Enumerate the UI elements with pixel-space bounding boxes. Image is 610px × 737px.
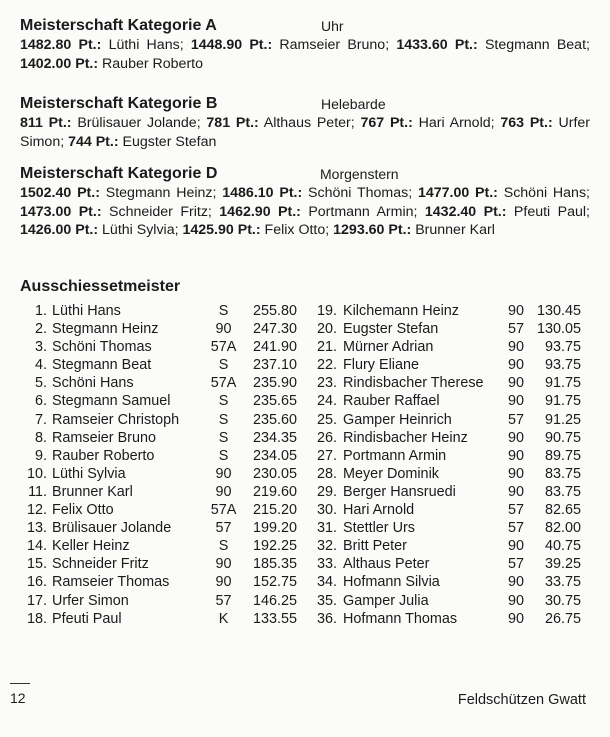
name-cell: Urfer Simon: [52, 592, 129, 609]
name-cell: Rauber Roberto: [52, 447, 155, 464]
rank-cell: 9.: [34, 447, 47, 464]
category-cell: 90: [507, 574, 524, 591]
table-row: [20, 610, 297, 628]
rank-cell: 13.: [26, 520, 47, 537]
rank-cell: 35.: [316, 592, 337, 609]
name-cell: Mürner Adrian: [343, 339, 434, 356]
category-cell: 90: [507, 339, 524, 356]
name-cell: Lüthi Hans: [52, 303, 121, 319]
category-cell: 90: [507, 610, 524, 627]
rank-cell: 12.: [26, 502, 47, 519]
rank-cell: 29.: [316, 483, 337, 500]
section-header: [20, 93, 590, 114]
result-name: Pfeuti Paul: [513, 203, 587, 220]
category-cell: 57A: [210, 502, 237, 519]
result-points: 1462.90 Pt.:: [219, 203, 301, 220]
section-prize: Morgenstern: [320, 166, 399, 182]
table-row: [312, 320, 581, 338]
rank-cell: 33.: [316, 556, 337, 573]
category-cell: 90: [507, 538, 524, 555]
points-cell: 185.35: [252, 556, 297, 573]
rank-cell: 2.: [34, 321, 47, 338]
section-results: 811 Pt.: Brülisauer Jolande; 781 Pt.: Althaus Peter; 767 Pt.: Hari Arnold; 763 Pt.: Urfer Simon; 744 Pt.: Eugster Stefan: [20, 115, 590, 150]
rank-cell: 7.: [34, 411, 47, 428]
section-kategorie-d: [20, 163, 590, 240]
table-row: [312, 483, 581, 501]
name-cell: Felix Otto: [52, 502, 114, 519]
name-cell: Brunner Karl: [52, 483, 133, 500]
points-cell: 133.55: [252, 610, 297, 627]
result-points: 767 Pt.:: [360, 115, 413, 131]
points-cell: 33.75: [544, 574, 581, 591]
category-cell: 57: [507, 321, 524, 338]
table-row: [20, 501, 297, 519]
table-row: [20, 356, 297, 374]
table-row: [312, 411, 581, 429]
page-number: 12: [10, 690, 26, 706]
result-name: Schöni Thomas: [308, 185, 409, 201]
name-cell: Ramseier Thomas: [52, 574, 170, 591]
name-cell: Pfeuti Paul: [52, 610, 122, 627]
rank-cell: 8.: [34, 429, 47, 446]
table-row: [20, 302, 297, 320]
table-row: [20, 374, 297, 392]
footer-rule: [10, 683, 30, 684]
table-row: [20, 411, 297, 429]
points-cell: 130.05: [536, 321, 581, 338]
section-kategorie-a: [20, 15, 590, 73]
points-cell: 234.35: [252, 429, 297, 446]
category-cell: 90: [507, 393, 524, 410]
name-cell: Ramseier Christoph: [52, 411, 180, 428]
name-cell: Keller Heinz: [52, 538, 130, 555]
points-cell: 192.25: [252, 538, 297, 555]
category-cell: 57: [507, 556, 524, 573]
rank-cell: 14.: [26, 538, 47, 555]
table-row: [20, 519, 297, 537]
result-name: Schöni Hans: [503, 185, 587, 201]
table-row: [20, 483, 297, 501]
name-cell: Stegmann Heinz: [52, 321, 159, 338]
name-cell: Britt Peter: [343, 538, 407, 555]
table-row: [312, 573, 581, 591]
table-row: [20, 592, 297, 610]
table-row: [312, 338, 581, 356]
result-name: Althaus Peter: [263, 115, 351, 131]
category-cell: K: [218, 610, 229, 627]
table-row: [20, 573, 297, 591]
name-cell: Rindisbacher Therese: [343, 375, 484, 392]
points-cell: 146.25: [252, 592, 297, 609]
category-cell: 90: [507, 303, 524, 319]
category-cell: 57: [215, 520, 232, 537]
result-name: Lüthi Hans: [108, 37, 180, 53]
table-row: [312, 555, 581, 573]
category-cell: 57A: [210, 375, 237, 392]
name-cell: Berger Hansruedi: [343, 483, 456, 500]
result-name: Hari Arnold: [418, 115, 491, 131]
table-row: [312, 501, 581, 519]
rank-cell: 16.: [26, 574, 47, 591]
rank-cell: 22.: [316, 357, 337, 374]
category-cell: S: [218, 429, 229, 446]
category-cell: 57: [215, 592, 232, 609]
name-cell: Rindisbacher Heinz: [343, 429, 468, 446]
result-name: Lüthi Sylvia: [102, 222, 175, 238]
table-row: [20, 537, 297, 555]
result-points: 1402.00 Pt.:: [20, 55, 99, 72]
category-cell: S: [218, 357, 229, 374]
points-cell: 237.10: [252, 357, 297, 374]
points-cell: 26.75: [544, 610, 581, 627]
result-name: Stegmann Beat: [484, 37, 587, 53]
result-name: Ramseier Bruno: [279, 37, 386, 53]
table-row: [312, 392, 581, 410]
points-cell: 91.25: [544, 411, 581, 428]
points-cell: 91.75: [544, 375, 581, 392]
name-cell: Schneider Fritz: [52, 556, 149, 573]
name-cell: Althaus Peter: [343, 556, 430, 573]
result-points: 1426.00 Pt.:: [20, 222, 99, 238]
category-cell: 57: [507, 520, 524, 537]
rank-cell: 18.: [26, 610, 47, 627]
name-cell: Flury Eliane: [343, 357, 419, 374]
rank-cell: 19.: [316, 303, 337, 319]
rank-cell: 6.: [34, 393, 47, 410]
name-cell: Lüthi Sylvia: [52, 465, 126, 482]
points-cell: 89.75: [544, 447, 581, 464]
result-name: Brülisauer Jolande: [77, 115, 197, 131]
result-points: 1433.60 Pt.:: [396, 37, 478, 53]
name-cell: Schöni Hans: [52, 375, 134, 392]
table-row: [312, 465, 581, 483]
section-header: [20, 15, 590, 36]
rank-cell: 21.: [316, 339, 337, 356]
rank-cell: 20.: [316, 321, 337, 338]
category-cell: 90: [507, 429, 524, 446]
name-cell: Rauber Raffael: [343, 393, 440, 410]
name-cell: Stettler Urs: [343, 520, 415, 537]
table-row: [312, 537, 581, 555]
name-cell: Hofmann Silvia: [343, 574, 440, 591]
table-row: [312, 302, 581, 320]
ranking-table-left: [20, 302, 297, 628]
rank-cell: 3.: [34, 339, 47, 356]
points-cell: 93.75: [544, 357, 581, 374]
points-cell: 39.25: [544, 556, 581, 573]
result-points: 781 Pt.:: [206, 115, 259, 131]
section-title: Meisterschaft Kategorie A: [20, 17, 217, 34]
points-cell: 30.75: [544, 592, 581, 609]
rank-cell: 34.: [316, 574, 337, 591]
category-cell: 90: [507, 447, 524, 464]
table-row: [20, 392, 297, 410]
result-name: Rauber Roberto: [102, 55, 203, 72]
section-prize: Helebarde: [321, 96, 386, 112]
points-cell: 152.75: [252, 574, 297, 591]
result-name: Portmann Armin: [308, 203, 414, 220]
category-cell: 90: [215, 556, 232, 573]
category-cell: 90: [215, 321, 232, 338]
points-cell: 130.45: [536, 303, 581, 319]
section-header: [20, 163, 590, 184]
rank-cell: 17.: [26, 592, 47, 609]
table-row: [20, 465, 297, 483]
table-row: [312, 592, 581, 610]
result-points: 744 Pt.:: [68, 133, 119, 150]
table-row: [20, 338, 297, 356]
name-cell: Portmann Armin: [343, 447, 447, 464]
name-cell: Stegmann Beat: [52, 357, 152, 374]
rank-cell: 25.: [316, 411, 337, 428]
points-cell: 40.75: [544, 538, 581, 555]
points-cell: 219.60: [252, 483, 297, 500]
result-points: 1482.80 Pt.:: [20, 37, 102, 53]
rank-cell: 10.: [26, 465, 47, 482]
rank-cell: 32.: [316, 538, 337, 555]
rank-cell: 23.: [316, 375, 337, 392]
points-cell: 90.75: [544, 429, 581, 446]
category-cell: 90: [507, 592, 524, 609]
table-row: [20, 555, 297, 573]
name-cell: Eugster Stefan: [343, 321, 439, 338]
points-cell: 255.80: [252, 303, 297, 319]
name-cell: Schöni Thomas: [52, 339, 152, 356]
rank-cell: 1.: [34, 303, 47, 319]
points-cell: 241.90: [252, 339, 297, 356]
points-cell: 91.75: [544, 393, 581, 410]
result-points: 1473.00 Pt.:: [20, 203, 102, 220]
rank-cell: 24.: [316, 393, 337, 410]
table-row: [312, 519, 581, 537]
rank-cell: 5.: [34, 375, 47, 392]
name-cell: Ramseier Bruno: [52, 429, 156, 446]
category-cell: 57: [507, 411, 524, 428]
section-title: Meisterschaft Kategorie D: [20, 165, 218, 182]
rank-cell: 4.: [34, 357, 47, 374]
category-cell: S: [218, 411, 229, 428]
result-points: 1448.90 Pt.:: [190, 37, 273, 53]
section-results: 1502.40 Pt.: Stegmann Heinz; 1486.10 Pt.: Schöni Thomas; 1477.00 Pt.: Schöni Hans; 1473.00 Pt.: Schneider Fritz; 1462.90 Pt.: Portmann Armin; 1432.40 Pt.: Pfeuti Paul; 1426.00 Pt.: Lüthi Sylvia; 1425.90 Pt.: Felix Otto; 1293.60 Pt.: Brunner Karl: [20, 185, 590, 238]
rank-cell: 30.: [316, 502, 337, 519]
points-cell: 230.05: [252, 465, 297, 482]
category-cell: S: [218, 393, 229, 410]
category-cell: 90: [215, 465, 232, 482]
points-cell: 247.30: [252, 321, 297, 338]
result-points: 1293.60 Pt.:: [333, 222, 412, 238]
section-title: Meisterschaft Kategorie B: [20, 95, 218, 112]
category-cell: 90: [507, 465, 524, 482]
category-cell: 90: [215, 483, 232, 500]
points-cell: 82.65: [544, 502, 581, 519]
name-cell: Stegmann Samuel: [52, 393, 171, 410]
section-prize: Uhr: [321, 18, 344, 34]
result-name: Schneider Fritz: [109, 203, 208, 220]
name-cell: Brülisauer Jolande: [52, 520, 172, 537]
rank-cell: 15.: [26, 556, 47, 573]
category-cell: 57: [507, 502, 524, 519]
points-cell: 93.75: [544, 339, 581, 356]
table-row: [312, 429, 581, 447]
category-cell: 90: [507, 375, 524, 392]
rank-cell: 27.: [316, 447, 337, 464]
category-cell: 90: [215, 574, 232, 591]
section-results: 1482.80 Pt.: Lüthi Hans; 1448.90 Pt.: Ramseier Bruno; 1433.60 Pt.: Stegmann Beat; 1402.00 Pt.: Rauber Roberto: [20, 37, 590, 72]
result-points: 1477.00 Pt.:: [417, 185, 498, 201]
club-name: Feldschützen Gwatt: [457, 692, 586, 708]
points-cell: 83.75: [544, 465, 581, 482]
category-cell: S: [218, 447, 229, 464]
rank-cell: 11.: [28, 483, 47, 500]
points-cell: 235.90: [252, 375, 297, 392]
points-cell: 199.20: [252, 520, 297, 537]
name-cell: Hari Arnold: [343, 502, 415, 519]
rank-cell: 28.: [316, 465, 337, 482]
ausschiessen-title: Ausschiessetmeister: [20, 278, 181, 295]
name-cell: Kilchemann Heinz: [343, 303, 459, 319]
category-cell: 90: [507, 483, 524, 500]
points-cell: 235.65: [252, 393, 297, 410]
points-cell: 83.75: [544, 483, 581, 500]
category-cell: S: [218, 538, 229, 555]
result-name: Eugster Stefan: [122, 133, 217, 150]
table-row: [20, 447, 297, 465]
category-cell: S: [218, 303, 229, 319]
result-points: 1432.40 Pt.:: [424, 203, 507, 220]
category-cell: 90: [507, 357, 524, 374]
table-row: [20, 429, 297, 447]
result-name: Stegmann Heinz: [105, 185, 213, 201]
rank-cell: 26.: [316, 429, 337, 446]
result-points: 1425.90 Pt.:: [182, 222, 261, 238]
table-row: [312, 610, 581, 628]
points-cell: 215.20: [252, 502, 297, 519]
name-cell: Gamper Heinrich: [343, 411, 452, 428]
result-name: Urfer Simon: [20, 115, 590, 150]
table-row: [312, 356, 581, 374]
result-points: 1486.10 Pt.:: [222, 185, 303, 201]
table-row: [312, 374, 581, 392]
table-row: [312, 447, 581, 465]
table-row: [20, 320, 297, 338]
section-kategorie-b: [20, 93, 590, 151]
points-cell: 235.60: [252, 411, 297, 428]
points-cell: 234.05: [252, 447, 297, 464]
points-cell: 82.00: [544, 520, 581, 537]
name-cell: Hofmann Thomas: [343, 610, 458, 627]
ranking-table-right: [312, 302, 581, 628]
rank-cell: 31.: [316, 520, 337, 537]
result-name: Brunner Karl: [415, 222, 495, 238]
name-cell: Meyer Dominik: [343, 465, 439, 482]
name-cell: Gamper Julia: [343, 592, 429, 609]
result-points: 1502.40 Pt.:: [20, 185, 100, 201]
result-name: Felix Otto: [264, 222, 326, 238]
result-points: 763 Pt.:: [500, 115, 553, 131]
rank-cell: 36.: [316, 610, 337, 627]
category-cell: 57A: [210, 339, 237, 356]
result-points: 811 Pt.:: [20, 115, 72, 131]
